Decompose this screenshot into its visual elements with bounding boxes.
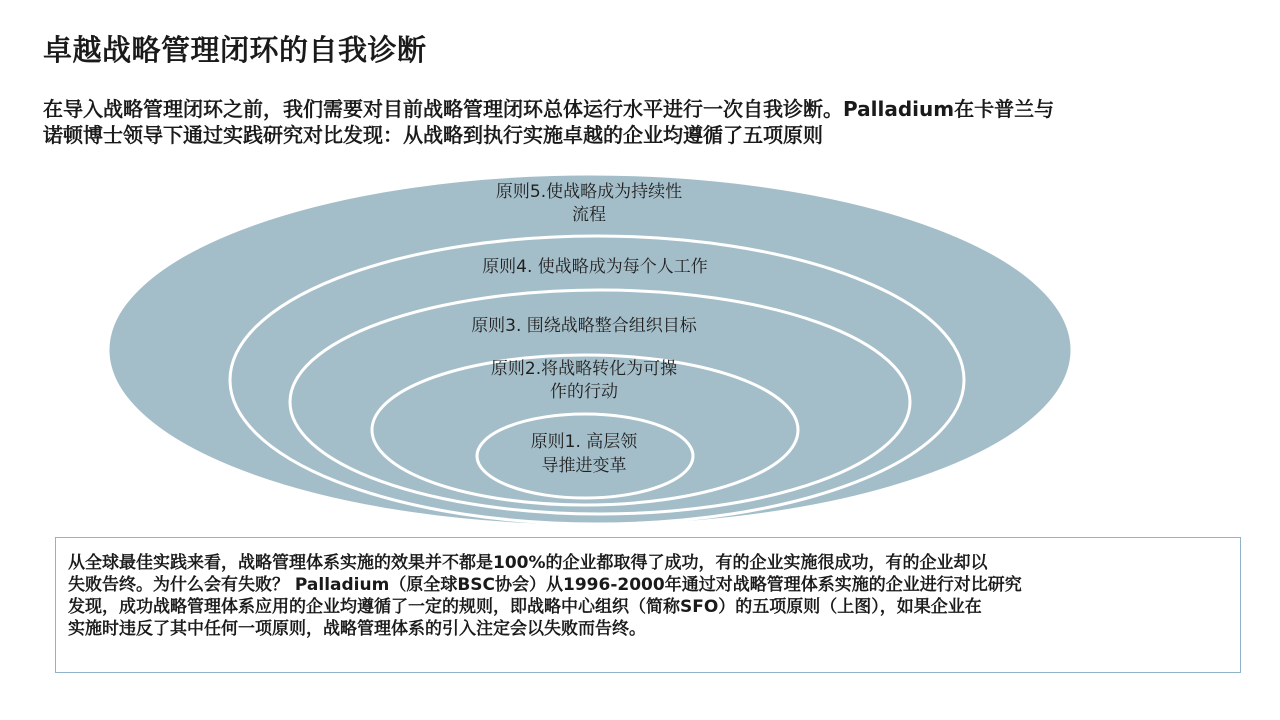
principle-1-label: 原则1. 高层领 <box>530 432 638 452</box>
principle-5-label: 原则5.使战略成为持续性 <box>495 182 683 202</box>
explanation-line: 从全球最佳实践来看，战略管理体系实施的效果并不都是100%的企业都取得了成功，有的企业实施很成功，有的企业却以 <box>68 553 988 573</box>
principle-2-label: 作的行动 <box>550 382 618 402</box>
principle-3-label: 原则3. 围绕战略整合组织目标 <box>471 316 697 336</box>
principle-1-label: 导推进变革 <box>541 456 627 476</box>
principle-5-label: 流程 <box>572 205 606 225</box>
slide-title: 卓越战略管理闭环的自我诊断 <box>43 33 427 67</box>
principle-4-label: 原则4. 使战略成为每个人工作 <box>482 257 708 277</box>
intro-line: 诺顿博士领导下通过实践研究对比发现：从战略到执行实施卓越的企业均遵循了五项原则 <box>43 123 823 147</box>
explanation-line: 实施时违反了其中任何一项原则，战略管理体系的引入注定会以失败而告终。 <box>68 619 646 639</box>
intro-line: 在导入战略管理闭环之前，我们需要对目前战略管理闭环总体运行水平进行一次自我诊断。Palladium在卡普兰与 <box>43 97 1055 121</box>
explanation-box <box>55 537 1241 673</box>
explanation-line: 失败告终。为什么会有失败？ Palladium（原全球BSC协会）从1996-2000年通过对战略管理体系实施的企业进行对比研究 <box>68 575 1022 595</box>
explanation-line: 发现，成功战略管理体系应用的企业均遵循了一定的规则，即战略中心组织（简称SFO）的五项原则（上图），如果企业在 <box>68 597 982 617</box>
principle-2-label: 原则2.将战略转化为可操 <box>490 359 678 379</box>
